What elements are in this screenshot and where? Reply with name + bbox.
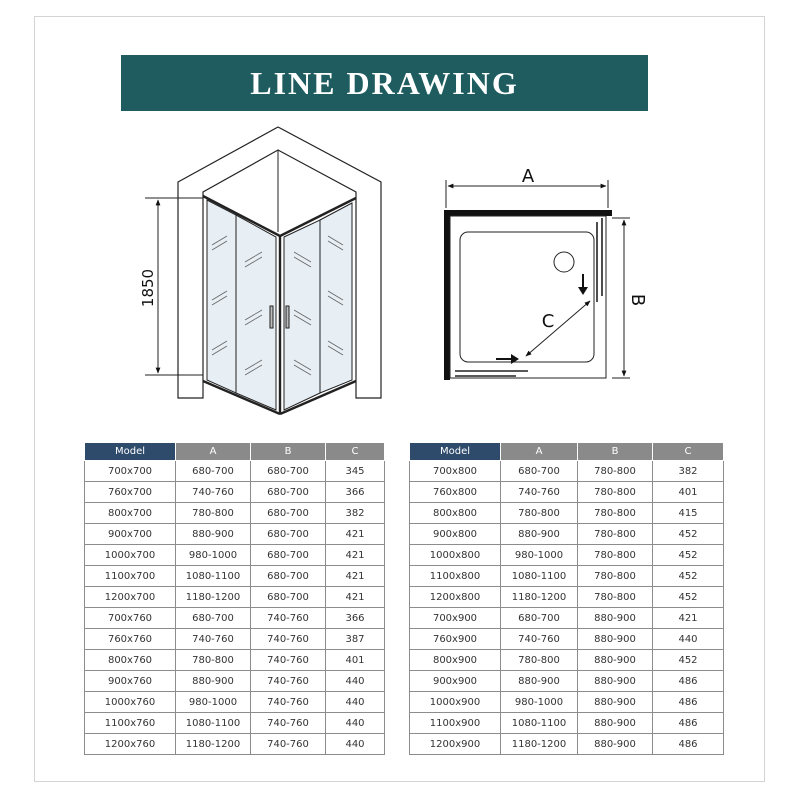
cell-b: 740-760: [251, 629, 326, 650]
cell-a: 1180-1200: [176, 734, 251, 755]
cell-c: 421: [326, 587, 385, 608]
cell-c: 421: [326, 545, 385, 566]
cell-c: 366: [326, 608, 385, 629]
cell-a: 880-900: [176, 671, 251, 692]
cell-a: 880-900: [501, 671, 578, 692]
cell-model: 700x700: [85, 461, 176, 482]
table-row: [410, 650, 724, 671]
cell-a: 1180-1200: [176, 587, 251, 608]
table-row: [85, 566, 385, 587]
cell-b: 880-900: [578, 734, 653, 755]
cell-c: 452: [653, 545, 724, 566]
cell-model: 760x900: [410, 629, 501, 650]
cell-a: 780-800: [176, 503, 251, 524]
cell-model: 1200x900: [410, 734, 501, 755]
cell-a: 1080-1100: [501, 713, 578, 734]
cell-b: 740-760: [251, 650, 326, 671]
table-row: [85, 524, 385, 545]
table-row: [85, 629, 385, 650]
cell-b: 740-760: [251, 734, 326, 755]
cell-c: 486: [653, 692, 724, 713]
cell-a: 1180-1200: [501, 587, 578, 608]
cell-c: 421: [326, 524, 385, 545]
cell-b: 880-900: [578, 713, 653, 734]
cell-a: 980-1000: [176, 692, 251, 713]
cell-a: 880-900: [501, 524, 578, 545]
cell-c: 486: [653, 713, 724, 734]
elevation-drawing: [145, 127, 381, 414]
cell-model: 760x700: [85, 482, 176, 503]
cell-b: 680-700: [251, 545, 326, 566]
table-row: [410, 482, 724, 503]
cell-c: 440: [326, 713, 385, 734]
table-row: [410, 503, 724, 524]
cell-c: 452: [653, 587, 724, 608]
table-row: [410, 566, 724, 587]
table-row: [410, 545, 724, 566]
table-row: [410, 461, 724, 482]
table-row: [410, 587, 724, 608]
column-header-model: Model: [410, 443, 501, 461]
cell-c: 401: [326, 650, 385, 671]
table-row: [85, 587, 385, 608]
cell-b: 880-900: [578, 650, 653, 671]
cell-a: 1080-1100: [176, 713, 251, 734]
cell-c: 382: [653, 461, 724, 482]
cell-c: 421: [326, 566, 385, 587]
cell-c: 486: [653, 734, 724, 755]
cell-a: 980-1000: [501, 692, 578, 713]
cell-b: 780-800: [578, 587, 653, 608]
column-header-a: A: [501, 443, 578, 461]
table-row: [85, 608, 385, 629]
cell-a: 980-1000: [501, 545, 578, 566]
cell-model: 700x800: [410, 461, 501, 482]
cell-model: 1200x700: [85, 587, 176, 608]
table-row: [410, 608, 724, 629]
table-row: [85, 503, 385, 524]
cell-model: 1100x760: [85, 713, 176, 734]
cell-model: 1100x700: [85, 566, 176, 587]
cell-b: 780-800: [578, 545, 653, 566]
column-header-a: A: [176, 443, 251, 461]
cell-a: 880-900: [176, 524, 251, 545]
cell-model: 1200x760: [85, 734, 176, 755]
cell-b: 780-800: [578, 503, 653, 524]
cell-model: 1000x760: [85, 692, 176, 713]
cell-model: 900x900: [410, 671, 501, 692]
cell-a: 680-700: [501, 608, 578, 629]
cell-c: 440: [653, 629, 724, 650]
cell-c: 387: [326, 629, 385, 650]
cell-c: 440: [326, 734, 385, 755]
cell-b: 680-700: [251, 503, 326, 524]
cell-a: 1080-1100: [176, 566, 251, 587]
cell-b: 680-700: [251, 566, 326, 587]
dimension-c-label: C: [541, 311, 555, 332]
cell-b: 880-900: [578, 671, 653, 692]
column-header-b: B: [251, 443, 326, 461]
cell-c: 421: [653, 608, 724, 629]
cell-model: 1000x700: [85, 545, 176, 566]
table-header-row: [85, 443, 385, 461]
table-row: [410, 524, 724, 545]
cell-c: 440: [326, 692, 385, 713]
cell-a: 680-700: [176, 608, 251, 629]
cell-b: 880-900: [578, 692, 653, 713]
height-label: 1850: [139, 268, 157, 308]
table-row: [410, 713, 724, 734]
cell-c: 415: [653, 503, 724, 524]
table-row: [85, 650, 385, 671]
table-row: [410, 629, 724, 650]
column-header-c: C: [653, 443, 724, 461]
cell-c: 345: [326, 461, 385, 482]
table-row: [85, 692, 385, 713]
table-row: [410, 734, 724, 755]
cell-model: 700x760: [85, 608, 176, 629]
cell-c: 452: [653, 650, 724, 671]
cell-b: 780-800: [578, 482, 653, 503]
cell-b: 880-900: [578, 629, 653, 650]
cell-b: 680-700: [251, 482, 326, 503]
cell-model: 760x760: [85, 629, 176, 650]
cell-a: 1080-1100: [501, 566, 578, 587]
dimension-b-label: B: [627, 293, 648, 307]
cell-model: 1100x900: [410, 713, 501, 734]
spec-table-right: [409, 442, 724, 755]
cell-model: 900x700: [85, 524, 176, 545]
cell-model: 900x800: [410, 524, 501, 545]
cell-a: 680-700: [501, 461, 578, 482]
cell-b: 780-800: [578, 524, 653, 545]
cell-model: 1000x800: [410, 545, 501, 566]
page-title: LINE DRAWING: [121, 55, 648, 111]
cell-a: 1180-1200: [501, 734, 578, 755]
table-row: [410, 671, 724, 692]
cell-b: 680-700: [251, 524, 326, 545]
dimension-a-label: A: [521, 166, 535, 187]
table-row: [85, 461, 385, 482]
table-row: [85, 734, 385, 755]
cell-a: 740-760: [176, 482, 251, 503]
cell-c: 486: [653, 671, 724, 692]
cell-c: 366: [326, 482, 385, 503]
table-row: [85, 545, 385, 566]
cell-b: 880-900: [578, 608, 653, 629]
cell-b: 680-700: [251, 587, 326, 608]
column-header-b: B: [578, 443, 653, 461]
cell-model: 800x700: [85, 503, 176, 524]
cell-b: 740-760: [251, 692, 326, 713]
cell-b: 780-800: [578, 461, 653, 482]
cell-a: 740-760: [501, 482, 578, 503]
cell-model: 800x800: [410, 503, 501, 524]
table-row: [85, 482, 385, 503]
column-header-c: C: [326, 443, 385, 461]
cell-b: 680-700: [251, 461, 326, 482]
cell-model: 760x800: [410, 482, 501, 503]
cell-c: 401: [653, 482, 724, 503]
spec-table-left: [84, 442, 385, 755]
cell-a: 780-800: [501, 650, 578, 671]
cell-c: 382: [326, 503, 385, 524]
plan-drawing: [444, 180, 630, 380]
cell-c: 452: [653, 566, 724, 587]
table-row: [85, 713, 385, 734]
cell-a: 980-1000: [176, 545, 251, 566]
cell-b: 780-800: [578, 566, 653, 587]
cell-model: 700x900: [410, 608, 501, 629]
cell-model: 1100x800: [410, 566, 501, 587]
cell-a: 740-760: [501, 629, 578, 650]
cell-b: 740-760: [251, 713, 326, 734]
table-row: [85, 671, 385, 692]
table-header-row: [410, 443, 724, 461]
cell-model: 1000x900: [410, 692, 501, 713]
table-row: [410, 692, 724, 713]
cell-model: 1200x800: [410, 587, 501, 608]
cell-a: 780-800: [176, 650, 251, 671]
cell-model: 900x760: [85, 671, 176, 692]
cell-b: 740-760: [251, 671, 326, 692]
cell-b: 740-760: [251, 608, 326, 629]
column-header-model: Model: [85, 443, 176, 461]
cell-c: 452: [653, 524, 724, 545]
cell-model: 800x900: [410, 650, 501, 671]
cell-a: 740-760: [176, 629, 251, 650]
cell-a: 780-800: [501, 503, 578, 524]
cell-a: 680-700: [176, 461, 251, 482]
cell-c: 440: [326, 671, 385, 692]
cell-model: 800x760: [85, 650, 176, 671]
